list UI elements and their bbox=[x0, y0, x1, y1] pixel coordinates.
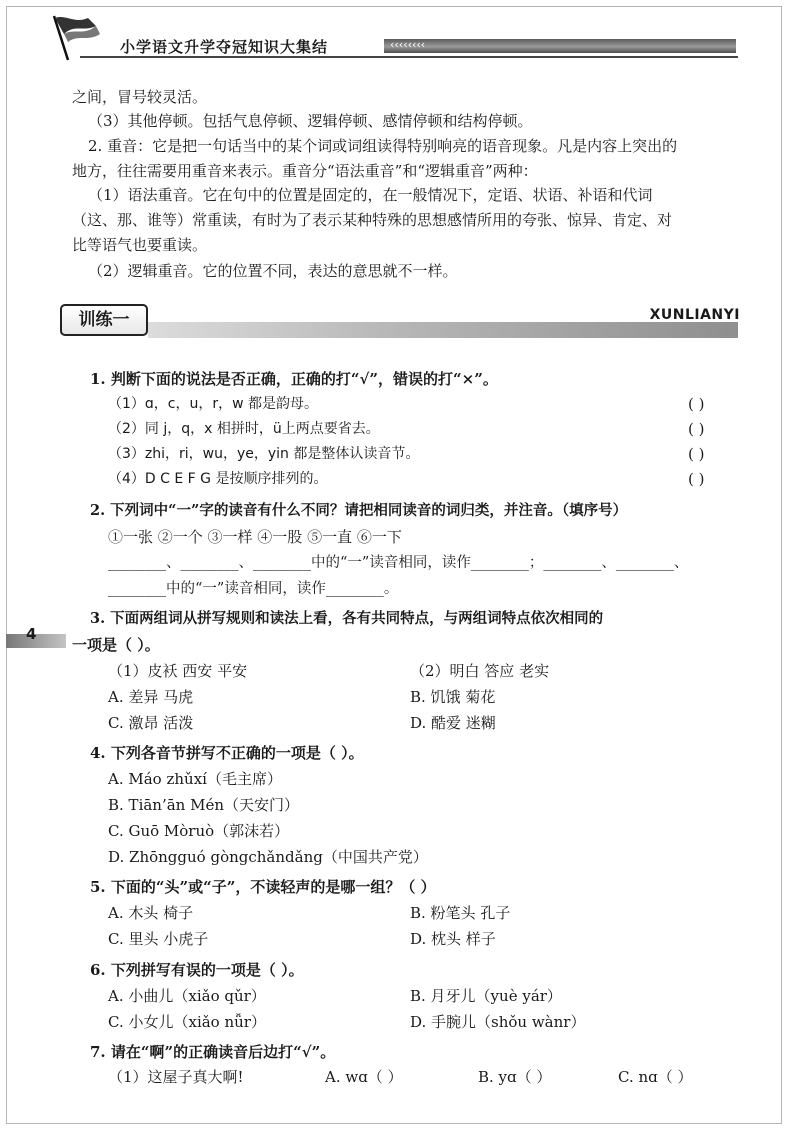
intro-line: 地方，往往需要用重音来表示。重音分“语法重音”和“逻辑重音”两种： bbox=[72, 162, 538, 180]
intro-line: （3）其他停顿。包括气息停顿、逻辑停顿、感情停顿和结构停顿。 bbox=[88, 112, 533, 130]
section-pinyin: XUNLIANYI bbox=[649, 307, 740, 323]
q4-stem: 4. 下列各音节拼写不正确的一项是（ ）。 bbox=[90, 744, 364, 762]
q1-answer-blank[interactable]: ( ) bbox=[688, 395, 705, 413]
page-number: 4 bbox=[26, 625, 37, 643]
q5-option-b[interactable]: B. 粉笔头 孔子 bbox=[410, 904, 511, 922]
q5-stem: 5. 下面的“头”或“子”，不读轻声的是哪一组？（ ） bbox=[90, 878, 436, 896]
q3-option-c[interactable]: C. 激昂 活泼 bbox=[108, 714, 194, 732]
q3-option-d[interactable]: D. 酷爱 迷糊 bbox=[410, 714, 496, 732]
q6-option-b[interactable]: B. 月牙儿（yuè yár） bbox=[410, 987, 562, 1005]
header-rule bbox=[80, 56, 738, 58]
q1-answer-blank[interactable]: ( ) bbox=[688, 470, 705, 488]
q7-option-a[interactable]: A. wɑ（ ） bbox=[325, 1068, 403, 1086]
header-bar bbox=[384, 39, 736, 53]
header-chevrons: ‹‹‹‹‹‹‹‹ bbox=[390, 38, 426, 51]
q3-stem: 一项是（ ）。 bbox=[72, 636, 160, 654]
q2-fill[interactable]: ________、________、________中的“一”读音相同，读作________；________、________、 bbox=[108, 555, 689, 571]
intro-line: （这、那、谁等）常重读，有时为了表示某种特殊的思想感情所用的夸张、惊异、肯定、对 bbox=[72, 211, 673, 229]
q5-option-d[interactable]: D. 枕头 样子 bbox=[410, 930, 496, 948]
header-title: 小学语文升学夺冠知识大集结 bbox=[120, 38, 329, 56]
intro-line: （2）逻辑重音。它的位置不同，表达的意思就不一样。 bbox=[88, 262, 458, 280]
q5-option-a[interactable]: A. 木头 椅子 bbox=[108, 904, 194, 922]
q3-group: （1）皮袄 西安 平安 bbox=[108, 662, 248, 680]
q3-option-b[interactable]: B. 饥饿 菊花 bbox=[410, 688, 496, 706]
q7-option-c[interactable]: C. nɑ（ ） bbox=[618, 1068, 693, 1086]
q2-stem: 2. 下列词中“一”字的读音有什么不同？请把相同读音的词归类，并注音。（填序号） bbox=[90, 502, 628, 519]
intro-line: 2. 重音：它是把一句话当中的某个词或词组读得特别响亮的语音现象。凡是内容上突出的 bbox=[88, 137, 678, 155]
q4-option-b[interactable]: B. Tiān’ān Mén（天安门） bbox=[108, 796, 300, 814]
q4-option-d[interactable]: D. Zhōngguó gòngchǎndǎng（中国共产党） bbox=[108, 848, 428, 866]
q1-item: （1）ɑ，c，u，r，w 都是韵母。 bbox=[108, 396, 319, 412]
section-title: 训练一 bbox=[60, 304, 148, 336]
q1-answer-blank[interactable]: ( ) bbox=[688, 420, 705, 438]
q1-item: （3）zhi，ri，wu，ye，yin 都是整体认读音节。 bbox=[108, 446, 420, 462]
q1-stem: 1. 判断下面的说法是否正确，正确的打“√”，错误的打“×”。 bbox=[90, 370, 498, 388]
q3-group: （2）明白 答应 老实 bbox=[410, 662, 550, 680]
intro-line: （1）语法重音。它在句中的位置是固定的，在一般情况下，定语、状语、补语和代词 bbox=[88, 186, 653, 204]
q3-option-a[interactable]: A. 差异 马虎 bbox=[108, 688, 194, 706]
q3-stem: 3. 下面两组词从拼写规则和读法上看，各有共同特点，与两组词特点依次相同的 bbox=[90, 610, 604, 627]
intro-line: 之间，冒号较灵活。 bbox=[72, 88, 208, 106]
q6-option-c[interactable]: C. 小女儿（xiǎo nǚr） bbox=[108, 1013, 266, 1031]
q6-option-d[interactable]: D. 手腕儿（shǒu wànr） bbox=[410, 1013, 586, 1031]
q4-option-c[interactable]: C. Guō Mòruò（郭沫若） bbox=[108, 822, 290, 840]
q7-item: （1）这屋子真大啊! bbox=[108, 1068, 244, 1086]
q7-stem: 7. 请在“啊”的正确读音后边打“√”。 bbox=[90, 1043, 336, 1061]
intro-line: 比等语气也要重读。 bbox=[72, 236, 208, 254]
q2-words: ①一张 ②一个 ③一样 ④一股 ⑤一直 ⑥一下 bbox=[108, 528, 402, 546]
section-bar bbox=[148, 322, 738, 338]
q2-fill[interactable]: ________中的“一”读音相同，读作________。 bbox=[108, 581, 399, 597]
q6-stem: 6. 下列拼写有误的一项是（ ）。 bbox=[90, 961, 304, 979]
q1-item: （2）同 j，q，x 相拼时，ü上两点要省去。 bbox=[108, 421, 380, 437]
q5-option-c[interactable]: C. 里头 小虎子 bbox=[108, 930, 209, 948]
q6-option-a[interactable]: A. 小曲儿（xiǎo qǔr） bbox=[108, 987, 266, 1005]
q4-option-a[interactable]: A. Máo zhǔxí（毛主席） bbox=[108, 770, 282, 788]
q1-answer-blank[interactable]: ( ) bbox=[688, 445, 705, 463]
q7-option-b[interactable]: B. yɑ（ ） bbox=[478, 1068, 552, 1086]
q1-item: （4）D C E F G 是按顺序排列的。 bbox=[108, 471, 328, 487]
flag-logo-icon bbox=[40, 12, 110, 62]
